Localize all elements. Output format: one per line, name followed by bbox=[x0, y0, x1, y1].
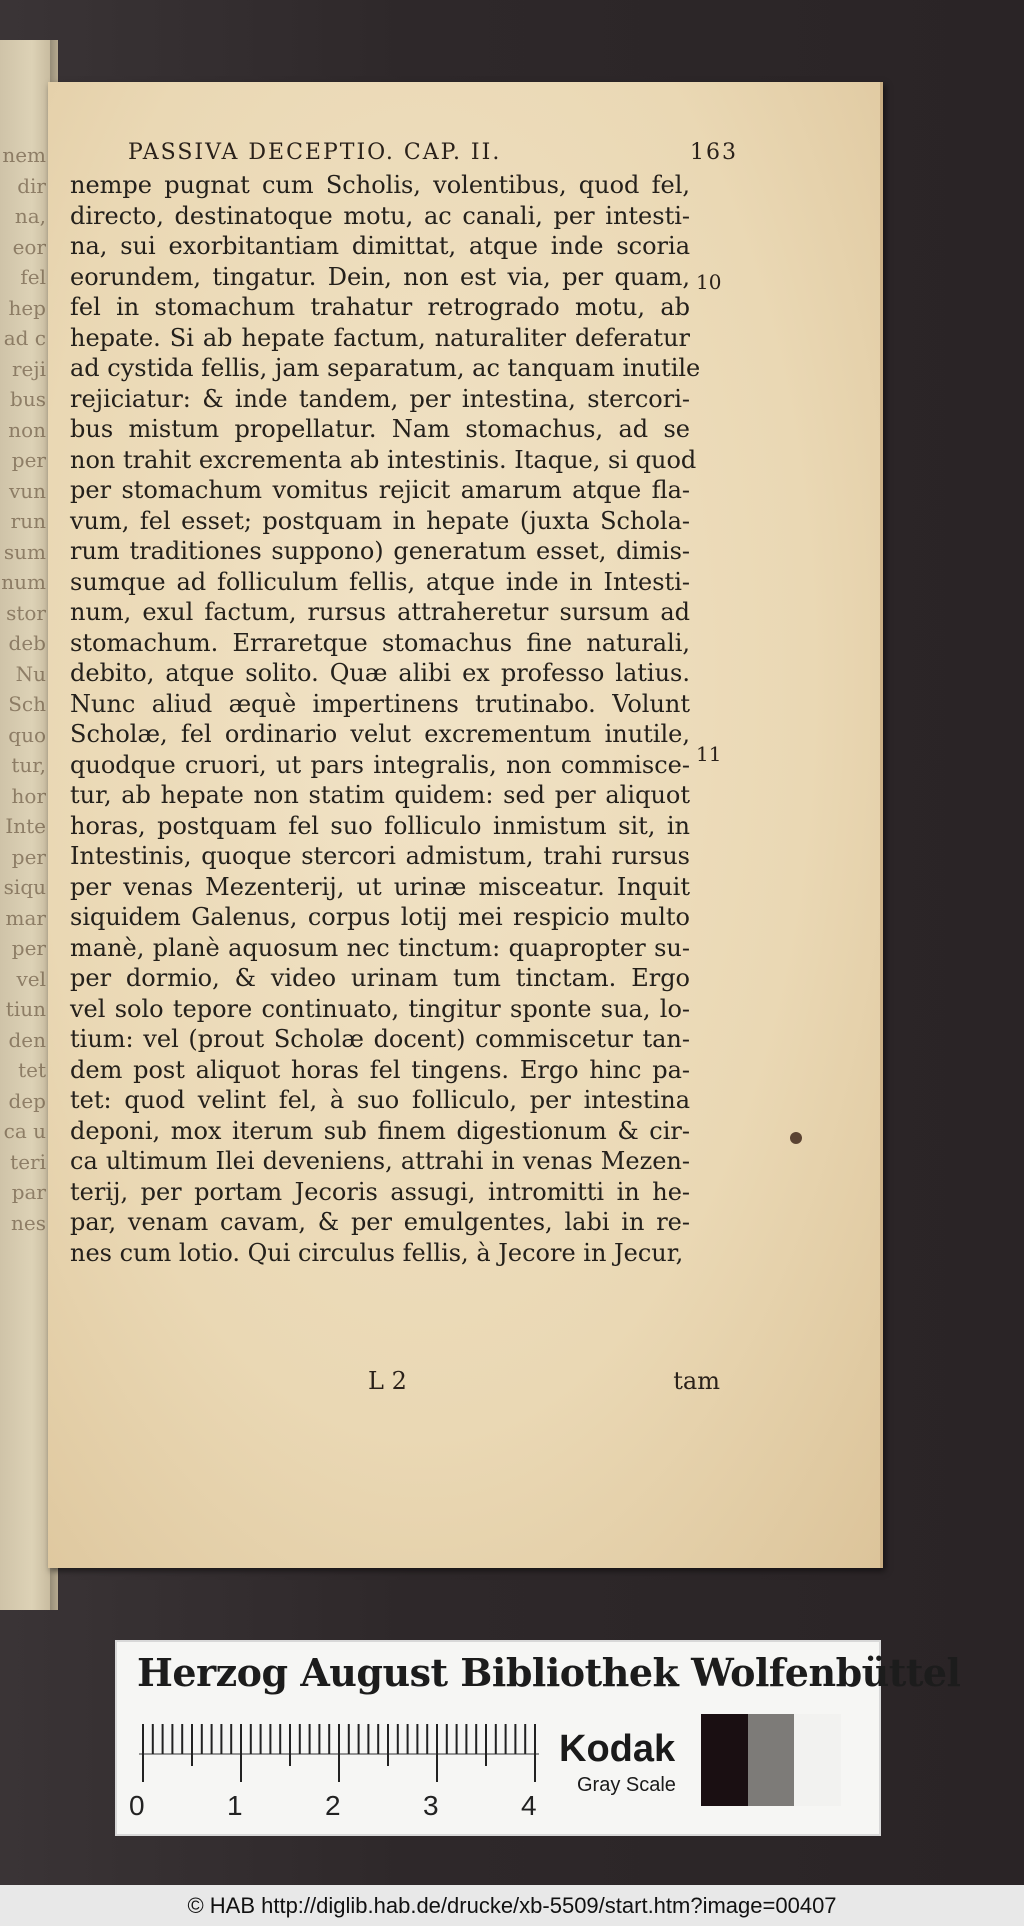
text-line: tium: vel (prout Scholæ docent) commiscetur tan- bbox=[70, 1025, 690, 1053]
text-line: na, sui exorbitantiam dimittat, atque inde scoria bbox=[70, 232, 690, 260]
ruler-label: 2 bbox=[325, 1790, 341, 1821]
text-line: Nunc aliud æquè impertinens trutinabo. Volunt bbox=[70, 689, 690, 718]
bleed-line: fel bbox=[20, 265, 46, 289]
text-line: nempe pugnat cum Scholis, volentibus, quod fel, bbox=[70, 171, 690, 199]
text-line: vum, fel esset; postquam in hepate (juxta Schola- bbox=[70, 506, 690, 535]
bleed-line: num bbox=[1, 570, 46, 594]
footer-url-text: © HAB http://diglib.hab.de/drucke/xb-5509/start.htm?image=00407 bbox=[187, 1892, 837, 1918]
text-line: horas, postquam fel suo folliculo inmistum sit, in bbox=[70, 811, 690, 840]
text-line: eorundem, tingatur. Dein, non est via, per quam, bbox=[70, 262, 690, 291]
bleed-line: dir bbox=[17, 173, 46, 198]
color-calibration-card bbox=[115, 1640, 961, 1836]
bleed-line: hor bbox=[11, 783, 46, 808]
bleed-line: den bbox=[8, 1027, 46, 1052]
bleed-line: Nu bbox=[15, 661, 46, 686]
copyright-footer bbox=[0, 1885, 1024, 1926]
gray-patch bbox=[748, 1714, 795, 1806]
text-line: per dormio, & video urinam tum tinctam. Ergo bbox=[70, 964, 690, 992]
text-line: per venas Mezenterij, ut urinæ misceatur. Inquit bbox=[70, 872, 690, 901]
bleed-line: sum bbox=[3, 539, 46, 564]
page-footer-line bbox=[368, 1367, 720, 1395]
ruler-label: 4 bbox=[521, 1790, 537, 1821]
ruler-label: 0 bbox=[129, 1790, 145, 1821]
text-line: non trahit excrementa ab intestinis. Itaque, si quod bbox=[70, 445, 697, 474]
text-line: stomachum. Erraretque stomachus fine naturali, bbox=[70, 628, 690, 657]
book-page bbox=[48, 82, 883, 1568]
bleed-line: quo bbox=[8, 722, 46, 747]
bleed-line: tur, bbox=[11, 753, 46, 777]
running-header bbox=[128, 140, 738, 165]
running-header-title: PASSIVA DECEPTIO. CAP. II. bbox=[128, 140, 502, 165]
text-line: terij, per portam Jecoris assugi, intromitti in he- bbox=[70, 1177, 690, 1206]
bleed-line: ca u bbox=[3, 1119, 46, 1143]
bleed-line: non bbox=[8, 417, 46, 442]
text-line: Scholæ, fel ordinario velut excrementum inutile, bbox=[70, 720, 690, 748]
bleed-line: Inte bbox=[5, 814, 46, 838]
bleed-line: dep bbox=[8, 1088, 46, 1113]
ruler-labels bbox=[129, 1790, 549, 1820]
bleed-line: deb bbox=[8, 631, 46, 655]
text-line: quodque cruori, ut pars integralis, non commisce- bbox=[70, 750, 690, 779]
catchword: tam bbox=[673, 1367, 720, 1395]
bleed-line: per bbox=[11, 448, 46, 472]
bleed-line: teri bbox=[10, 1149, 46, 1174]
text-line: num, exul factum, rursus attraheretur sursum ad bbox=[70, 598, 690, 626]
text-line: dem post aliquot horas fel tingens. Ergo hinc pa- bbox=[70, 1055, 690, 1084]
library-name: Herzog August Bibliothek Wolfenbüttel bbox=[137, 1650, 961, 1695]
text-line: per stomachum vomitus rejicit amarum atque fla- bbox=[70, 476, 690, 504]
text-line: tur, ab hepate non statim quidem: sed per aliquot bbox=[70, 781, 690, 809]
bleed-line: siqu bbox=[3, 875, 46, 899]
text-line: tet: quod velint fel, à suo folliculo, per intestina bbox=[70, 1086, 690, 1114]
text-line: sumque ad folliculum fellis, atque inde in Intesti- bbox=[70, 567, 690, 596]
text-line: bus mistum propellatur. Nam stomachus, ad se bbox=[70, 415, 690, 443]
page-body-text bbox=[70, 170, 701, 1268]
bleed-line: Sch bbox=[8, 692, 46, 716]
text-line: Intestinis, quoque stercori admistum, trahi rursus bbox=[70, 842, 690, 870]
bleed-line: nes bbox=[11, 1210, 46, 1235]
bleed-line: per bbox=[11, 936, 46, 960]
ink-spot bbox=[790, 1132, 802, 1144]
bleed-line: vel bbox=[16, 966, 46, 991]
text-line: siquidem Galenus, corpus lotij mei respicio multo bbox=[70, 903, 690, 931]
page-number: 163 bbox=[690, 140, 738, 165]
text-line: rejiciatur: & inde tandem, per intestina, stercori- bbox=[70, 384, 690, 413]
bleed-line: tiun bbox=[5, 997, 46, 1021]
gray-patch bbox=[701, 1714, 748, 1806]
text-line: manè, planè aquosum nec tinctum: quapropter su- bbox=[70, 933, 690, 962]
gray-scale-label: Gray Scale bbox=[577, 1774, 676, 1796]
bleed-line: tet bbox=[18, 1058, 46, 1082]
text-line: ca ultimum Ilei deveniens, attrahi in venas Mezen- bbox=[70, 1147, 690, 1175]
bleed-line: par bbox=[11, 1180, 46, 1204]
text-line: vel solo tepore continuato, tingitur sponte sua, lo- bbox=[70, 994, 690, 1023]
margin-number-11: 11 bbox=[696, 742, 722, 766]
bleed-line: hep bbox=[8, 295, 46, 320]
gray-patches bbox=[701, 1714, 841, 1806]
text-line: debito, atque solito. Quæ alibi ex professo latius. bbox=[70, 659, 690, 687]
ruler-scale bbox=[139, 1724, 539, 1784]
margin-number-10: 10 bbox=[696, 270, 722, 294]
text-line: deponi, mox iterum sub finem digestionum & cir- bbox=[70, 1116, 690, 1145]
ruler-label: 1 bbox=[227, 1790, 243, 1821]
gray-patch bbox=[794, 1714, 841, 1806]
text-line: rum traditiones suppono) generatum esset, dimis- bbox=[70, 537, 690, 565]
bleed-line: nem bbox=[2, 143, 46, 167]
text-line: fel in stomachum trahatur retrogrado motu, ab bbox=[70, 293, 690, 321]
bleed-line: bus bbox=[10, 387, 46, 411]
text-line: directo, destinatoque motu, ac canali, per intesti- bbox=[70, 201, 690, 230]
kodak-logo: Kodak bbox=[559, 1728, 676, 1770]
ruler-label: 3 bbox=[423, 1790, 439, 1821]
previous-page-text-bleed bbox=[0, 140, 46, 1238]
bleed-line: run bbox=[10, 509, 46, 533]
bleed-line: eor bbox=[12, 234, 46, 259]
text-line: hepate. Si ab hepate factum, naturaliter deferatur bbox=[70, 323, 690, 352]
bleed-line: reji bbox=[12, 356, 46, 381]
bleed-line: per bbox=[11, 844, 46, 869]
signature-mark: L 2 bbox=[368, 1367, 407, 1395]
text-line: par, venam cavam, & per emulgentes, labi in re- bbox=[70, 1208, 690, 1236]
bleed-line: ad c bbox=[3, 326, 46, 350]
text-line: nes cum lotio. Qui circulus fellis, à Jecore in Jecur, bbox=[70, 1238, 684, 1267]
bleed-line: na, bbox=[14, 204, 46, 228]
bleed-line: vun bbox=[8, 478, 46, 503]
text-line: ad cystida fellis, jam separatum, ac tanquam inutile bbox=[70, 354, 701, 382]
bleed-line: mar bbox=[5, 905, 46, 930]
bleed-line: stor bbox=[6, 600, 46, 625]
